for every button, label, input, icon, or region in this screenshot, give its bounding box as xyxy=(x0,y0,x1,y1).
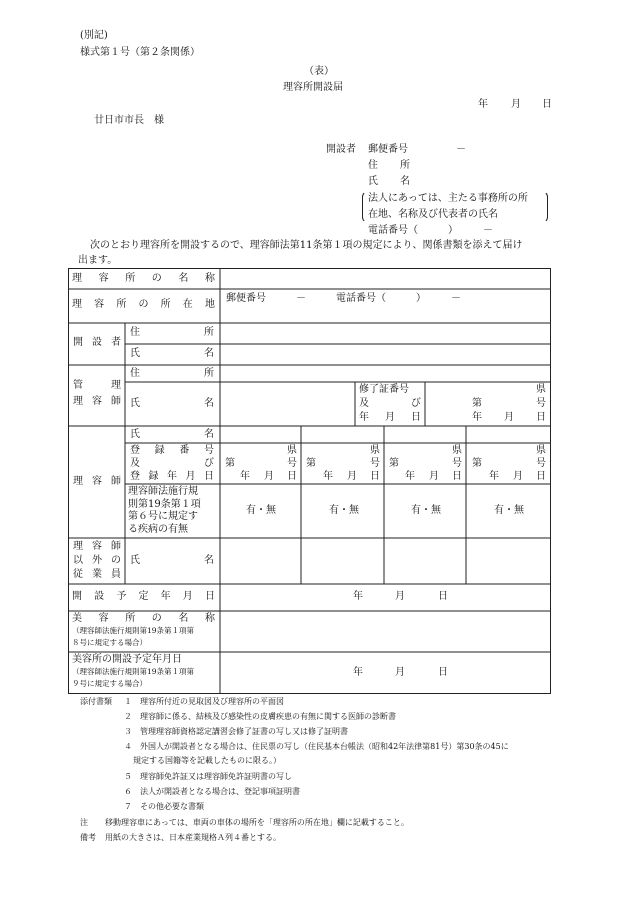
beauty-date-note-1: （理容師法施行規則第19条第１項第 xyxy=(72,667,195,676)
reg2-month: 月 xyxy=(347,471,357,482)
reg2-go: 号 xyxy=(370,458,380,469)
shop-postal-phone: 郵便番号 － 電話番号（ ） － xyxy=(226,293,461,304)
reg3-month: 月 xyxy=(429,471,439,482)
reg4-go: 号 xyxy=(536,458,546,469)
reg4-ken: 県 xyxy=(536,445,546,456)
disease-line-1: 理容師法施行規 xyxy=(128,486,198,497)
applicant-address-label-1: 住 xyxy=(368,160,378,171)
cert-day: 日 xyxy=(536,412,546,423)
intro-line-1: 次のとおり理容所を開設するので、理容師法第11条第１項の規定により、関係書類を添えて届け xyxy=(90,240,523,251)
barber-label: 理 容 師 xyxy=(73,476,121,487)
form-number: 様式第１号（第２条関係） xyxy=(80,47,200,58)
reg3-ken: 県 xyxy=(452,445,462,456)
beauty-name-note-2: ８号に規定する場合） xyxy=(72,638,147,647)
applicant-postal-dash: － xyxy=(456,144,466,155)
remark-label: 備考 xyxy=(80,833,96,842)
reg4-day: 日 xyxy=(536,471,546,482)
manager-label-1: 管 理 xyxy=(73,380,121,391)
reg1-ken: 県 xyxy=(287,445,297,456)
reg1-month: 月 xyxy=(264,471,274,482)
disease-line-4: る疾病の有無 xyxy=(128,523,188,535)
cert-go: 号 xyxy=(536,398,546,409)
manager-name-label: 氏 名 xyxy=(130,398,214,409)
cert-month: 月 xyxy=(504,412,514,423)
shop-address-label: 理 容 所 の 所 在 地 xyxy=(72,299,215,310)
applicant-name-label-1: 氏 xyxy=(368,176,378,187)
disease-line-3: 第６号に規定す xyxy=(128,511,198,522)
reg2-day: 日 xyxy=(370,471,380,482)
disease-label xyxy=(128,486,201,536)
disease-yes-no-1: 有・無 xyxy=(246,505,276,516)
cert-ken: 県 xyxy=(536,384,546,395)
applicant-postal-label: 郵便番号 xyxy=(368,144,408,155)
other-staff-label-3: 従 業 員 xyxy=(73,569,121,580)
cert-dai: 第 xyxy=(472,398,482,409)
shop-name-label: 理 容 所 の 名 称 xyxy=(72,273,215,284)
applicant-name-label-2: 名 xyxy=(400,176,410,187)
other-staff-label-2: 以 外 の xyxy=(73,555,121,566)
attachment-item-4-cont: 規定する国籍等を記載したものに限る。） xyxy=(133,756,281,765)
attachment-item-7: ７ その他必要な書類 xyxy=(124,802,204,811)
attachment-item-2: ２ 理容師に係る、結核及び感染性の皮膚疾患の有無に関する医師の診断書 xyxy=(124,712,396,721)
other-staff-name-label: 氏 名 xyxy=(130,555,214,566)
intro-line-2: 出ます。 xyxy=(78,255,118,266)
open-date-year: 年 xyxy=(353,591,363,602)
founder-address-label: 住 所 xyxy=(130,327,214,338)
other-staff-label-1: 理 容 師 xyxy=(73,541,121,552)
attachment-item-3: ３ 管理理容師資格認定講習会修了証書の写し又は修了証明書 xyxy=(124,727,348,736)
beauty-date-day: 日 xyxy=(438,667,448,678)
reg1-dai: 第 xyxy=(225,458,235,469)
reg-label-2: 及 び xyxy=(130,458,214,469)
addressee: 廿日市市長 様 xyxy=(94,115,164,126)
barber-name-label: 氏 名 xyxy=(130,429,214,440)
beauty-name-label: 美 容 所 の 名 称 xyxy=(72,613,215,624)
beauty-name-note-1: （理容師法施行規則第19条第１項第 xyxy=(72,626,195,635)
reg4-month: 月 xyxy=(513,471,523,482)
applicant-phone: 電話番号（ ） － xyxy=(368,225,493,236)
remark-text: 用紙の大きさは、日本産業規格Ａ列４番とする。 xyxy=(105,833,281,842)
attachment-item-6: ６ 法人が開設者となる場合は、登記事項証明書 xyxy=(124,787,300,796)
application-table xyxy=(68,268,551,694)
date-day: 日 xyxy=(542,99,552,110)
reg4-dai: 第 xyxy=(472,458,482,469)
cert-year: 年 xyxy=(472,412,482,423)
attachment-item-5: ５ 理容師免許証又は理容師免許証明書の写し xyxy=(124,772,292,781)
reg3-go: 号 xyxy=(452,458,462,469)
applicant-address-label-2: 所 xyxy=(400,160,410,171)
attachment-item-4: ４ 外国人が開設者となる場合は、住民票の写し（住民基本台帳法（昭和42年法律第81号）第30条の45に xyxy=(124,742,509,751)
manager-label-2: 理 容 師 xyxy=(73,396,121,407)
founder-label: 開 設 者 xyxy=(73,337,121,348)
attachment-item-1: １ 理容所付近の見取図及び理容所の平面図 xyxy=(124,697,284,706)
corporate-note-line-2: 在地、名称及び代表者の氏名 xyxy=(368,209,498,220)
date-month: 月 xyxy=(511,99,521,110)
cert-label-1: 修了証番号 xyxy=(359,384,409,395)
disease-line-2: 則第19条第１項 xyxy=(128,498,201,510)
beauty-date-label: 美容所の開設予定年月日 xyxy=(72,654,182,665)
beauty-date-note-2: ９号に規定する場合） xyxy=(72,679,147,688)
form-side: （表） xyxy=(304,66,334,77)
note-label: 注 xyxy=(80,818,88,827)
note-text: 移動理容車にあっては、車両の車体の場所を「理容所の所在地」欄に記載すること。 xyxy=(105,818,409,827)
manager-address-label: 住 所 xyxy=(130,368,214,379)
reg3-year: 年 xyxy=(405,471,415,482)
reg3-dai: 第 xyxy=(389,458,399,469)
cert-label-3: 年 月 日 xyxy=(359,412,421,423)
reg1-year: 年 xyxy=(240,471,250,482)
reg2-ken: 県 xyxy=(370,445,380,456)
corporate-note-line-1: 法人にあっては、主たる事務所の所 xyxy=(368,193,528,204)
disease-yes-no-2: 有・無 xyxy=(329,505,359,516)
reg1-day: 日 xyxy=(287,471,297,482)
reg4-year: 年 xyxy=(489,471,499,482)
beauty-date-year: 年 xyxy=(353,667,363,678)
reg2-year: 年 xyxy=(323,471,333,482)
disease-yes-no-3: 有・無 xyxy=(411,505,441,516)
date-year: 年 xyxy=(478,99,488,110)
reg3-day: 日 xyxy=(452,471,462,482)
founder-name-label: 氏 名 xyxy=(130,348,214,359)
open-date-label: 開 設 予 定 年 月 日 xyxy=(72,591,215,602)
reg1-go: 号 xyxy=(287,458,297,469)
reg2-dai: 第 xyxy=(306,458,316,469)
open-date-day: 日 xyxy=(438,591,448,602)
cert-label-2: 及 び xyxy=(359,398,421,409)
open-date-month: 月 xyxy=(395,591,405,602)
page-title: 理容所開設届 xyxy=(283,82,343,93)
form-note: (別記) xyxy=(80,30,108,41)
beauty-date-month: 月 xyxy=(395,667,405,678)
attachments-label: 添付書類 xyxy=(80,697,112,706)
reg-label-3: 登 録 年 月 日 xyxy=(130,471,214,482)
disease-yes-no-4: 有・無 xyxy=(494,505,524,516)
applicant-label: 開設者 xyxy=(326,144,356,155)
reg-label-1: 登 録 番 号 xyxy=(130,445,214,456)
